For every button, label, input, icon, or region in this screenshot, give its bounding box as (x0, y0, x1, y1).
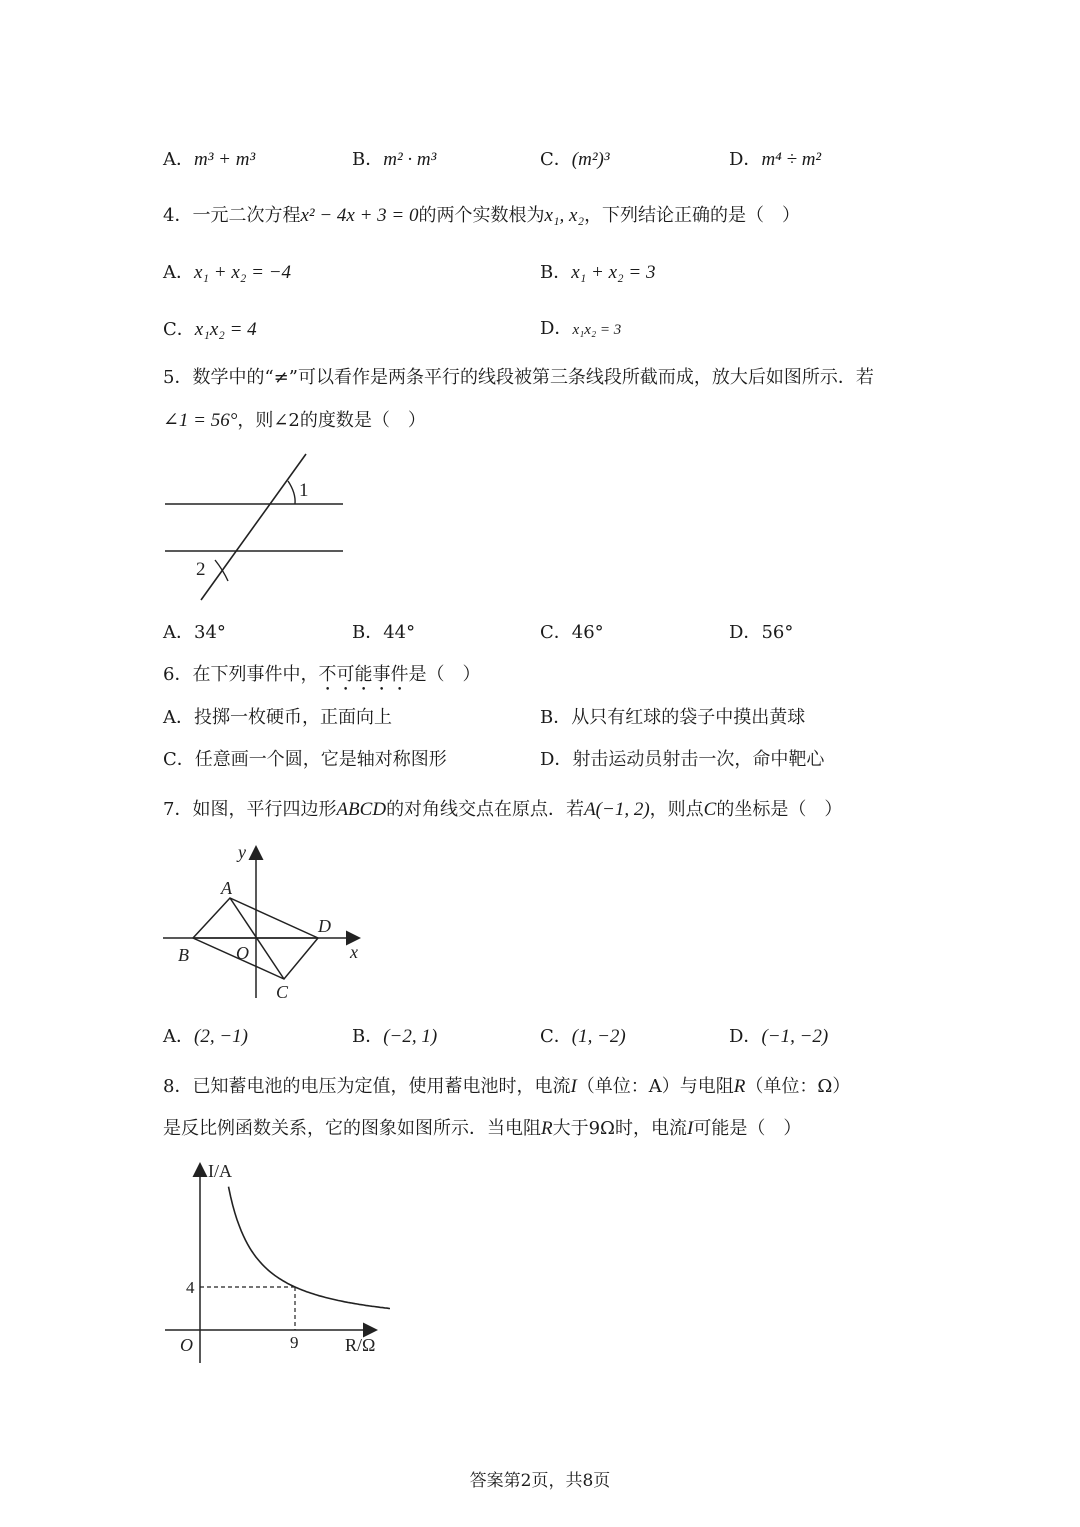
q7-option-b: B．(−2, 1) (352, 1026, 438, 1047)
q7-option-d: D．(−1, −2) (729, 1026, 829, 1047)
q8-origin-label: O (180, 1335, 193, 1355)
q5-angle-2-label: 2 (196, 559, 206, 580)
q5-option-a: A．34° (163, 622, 226, 643)
q3-option-d: D．m⁴ ÷ m² (729, 149, 822, 170)
q8-x-tick-9: 9 (290, 1333, 299, 1352)
q6-option-b: B．从只有红球的袋子中摸出黄球 (540, 707, 806, 728)
q3-option-a: A．m³ + m³ (163, 149, 256, 170)
q7-label-b: B (178, 945, 189, 965)
q7-option-a: A．(2, −1) (163, 1026, 248, 1047)
q4-option-a: A．x₁ + x₂ = −4 (163, 262, 292, 283)
q7-label-x: x (350, 942, 358, 962)
q6-emphasized-phrase: 不可能事件 (318, 664, 409, 685)
q6-option-d: D．射击运动员射击一次，命中靶心 (540, 749, 825, 770)
q4-option-d: D．x₁x₂ = 3 (540, 318, 622, 339)
q5-stem-line2: ∠1 = 56°，则∠2的度数是（ ） (163, 410, 426, 431)
q5-option-b: B．44° (352, 622, 416, 643)
q5-angle-1-label: 1 (299, 480, 309, 501)
q5-option-c: C．46° (540, 622, 604, 643)
q5-option-d: D．56° (729, 622, 794, 643)
q5-figure (160, 448, 350, 608)
q7-label-o: O (236, 943, 249, 963)
q6-stem: 6．在下列事件中，不可能事件是（ ） (163, 664, 481, 685)
q8-graph (160, 1155, 390, 1365)
q6-option-c: C．任意画一个圆，它是轴对称图形 (163, 749, 447, 770)
q7-figure (158, 838, 370, 1004)
q5-transversal-line (201, 454, 306, 600)
q7-label-c: C (276, 982, 289, 1002)
q8-y-tick-4: 4 (186, 1278, 195, 1297)
q6-option-a: A．投掷一枚硬币，正面向上 (163, 707, 392, 728)
page-footer: 答案第2页，共8页 (469, 1471, 611, 1491)
q8-x-axis-label: R/Ω (345, 1335, 376, 1355)
q7-label-y: y (238, 842, 246, 862)
q7-option-c: C．(1, −2) (540, 1026, 626, 1047)
q4-option-b: B．x₁ + x₂ = 3 (540, 262, 656, 283)
q8-stem-line1: 8．已知蓄电池的电压为定值，使用蓄电池时，电流I（单位：A）与电阻R（单位：Ω） (163, 1076, 851, 1097)
q3-option-c: C．(m²)³ (540, 149, 610, 170)
q8-stem-line2: 是反比例函数关系，它的图象如图所示．当电阻R大于9Ω时，电流I可能是（ ） (163, 1118, 802, 1139)
q7-stem: 7．如图，平行四边形ABCD的对角线交点在原点．若A(−1, 2)，则点C的坐标是（ ） (163, 799, 843, 820)
q4-option-c: C．x₁x₂ = 4 (163, 319, 257, 340)
q3-option-b: B．m² · m³ (352, 149, 437, 170)
q7-label-a: A (221, 878, 232, 898)
q8-inverse-curve (229, 1187, 391, 1309)
q7-label-d: D (318, 916, 331, 936)
q5-stem-line1: 5．数学中的“≠”可以看作是两条平行的线段被第三条线段所截而成，放大后如图所示．若 (163, 367, 874, 388)
q5-angle-1-arc (288, 481, 295, 504)
q8-y-axis-label: I/A (208, 1161, 232, 1181)
q4-stem: 4．一元二次方程x² − 4x + 3 = 0的两个实数根为x₁, x₂，下列结论正确的是（ ） (163, 205, 801, 226)
